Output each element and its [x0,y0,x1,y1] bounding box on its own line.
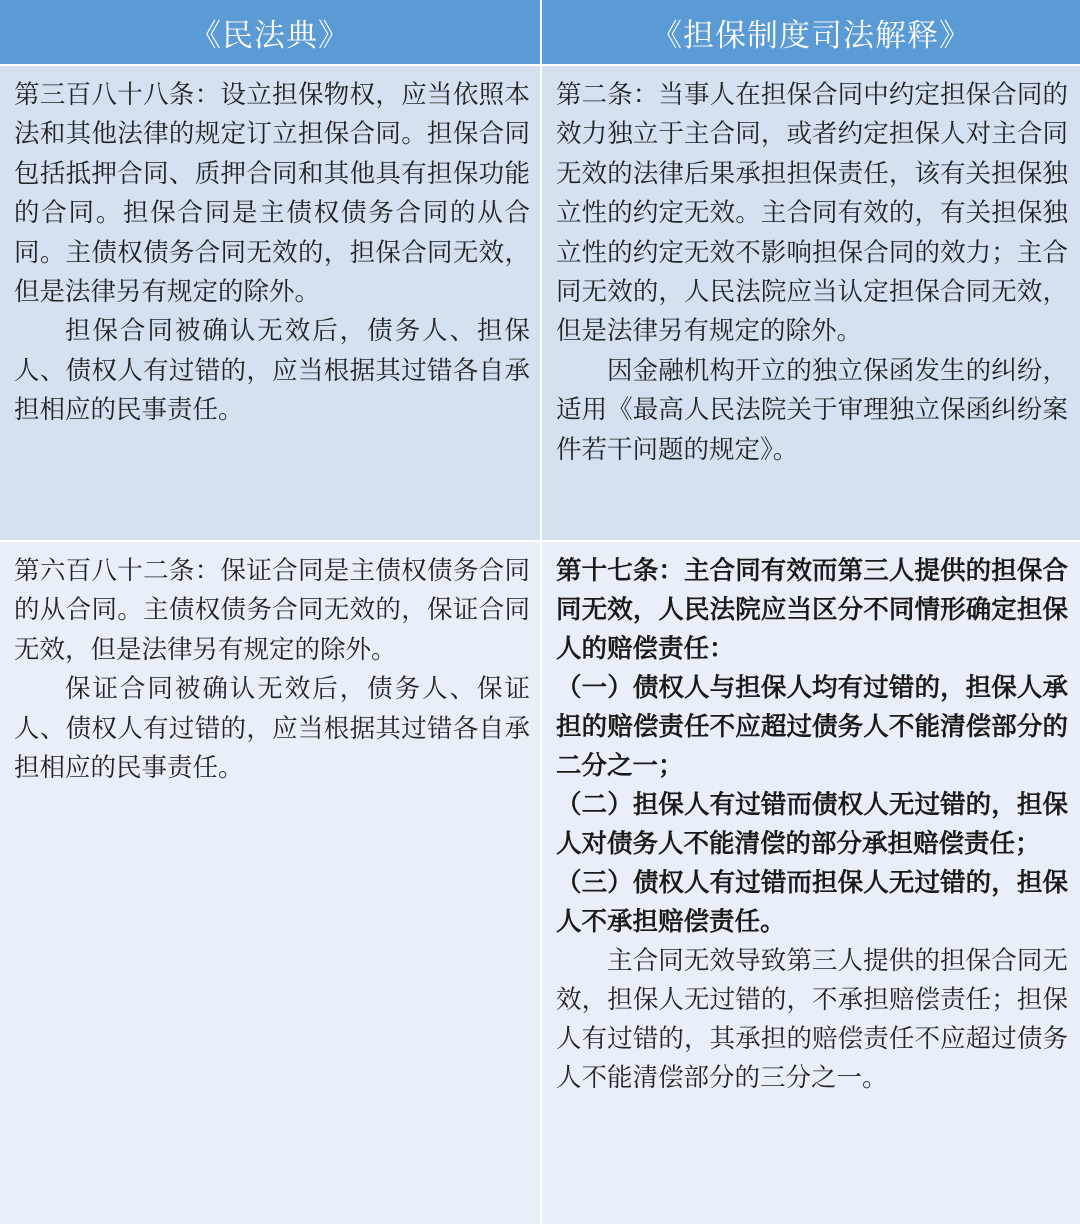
header-civil-code [0,0,540,64]
article-2-cell [540,66,1080,540]
article-17-item-2: （二）担保人有过错而债权人无过错的，担保人对债务人不能清偿的部分承担赔偿责任； [556,790,1068,859]
article-17-paragraph-main-contract-invalid: 主合同无效导致第三人提供的担保合同无效，担保人无过错的，不承担赔偿责任；担保人有过错的，其承担的赔偿责任不应超过债务人不能清偿部分的三分之一。 [556,946,1068,1093]
table-row [0,542,1080,1224]
article-682-cell [0,542,540,1224]
article-682-paragraph-liability: 保证合同被确认无效后，债务人、保证人、债权人有过错的，应当根据其过错各自承担相应的民事责任。 [14,674,530,784]
article-17-item-1: （一）债权人与担保人均有过错的，担保人承担的赔偿责任不应超过债务人不能清偿部分的二分之一； [556,673,1068,781]
article-682-paragraph: 第六百八十二条：保证合同是主债权债务合同的从合同。主债权债务合同无效的，保证合同无效，但是法律另有规定的除外。 [14,556,530,665]
header-guarantee-interpretation-text: 《担保制度司法解释》 [651,17,971,54]
article-17-item-3: （三）债权人有过错而担保人无过错的，担保人不承担赔偿责任。 [556,868,1068,937]
article-388-cell [0,66,540,540]
article-17-paragraph: 第十七条：主合同有效而第三人提供的担保合同无效，人民法院应当区分不同情形确定担保人的赔偿责任： [556,556,1068,664]
article-2-paragraph: 第二条：当事人在担保合同中约定担保合同的效力独立于主合同，或者约定担保人对主合同无效的法律后果承担担保责任，该有关担保独立性的约定无效。主合同有效的，有关担保独立性的约定无效不影响担保合同的效力；主合同无效的，人民法院应当认定担保合同无效，但是法律另有规定的除外。 [556,80,1068,347]
article-17-cell [540,542,1080,1224]
article-2-paragraph-guarantee-letter: 因金融机构开立的独立保函发生的纠纷，适用《最高人民法院关于审理独立保函纠纷案件若干问题的规定》。 [556,355,1068,465]
article-388-paragraph-liability: 担保合同被确认无效后，债务人、担保人、债权人有过错的，应当根据其过错各自承担相应的民事责任。 [14,316,530,426]
header-row [0,0,1080,64]
table-row [0,66,1080,540]
article-388-paragraph: 第三百八十八条：设立担保物权，应当依照本法和其他法律的规定订立担保合同。担保合同包括抵押合同、质押合同和其他具有担保功能的合同。担保合同是主债权债务合同的从合同。主债权债务合同无效的，担保合同无效，但是法律另有规定的除外。 [14,80,530,308]
header-civil-code-text: 《民法典》 [190,17,350,54]
header-guarantee-interpretation [540,0,1080,64]
